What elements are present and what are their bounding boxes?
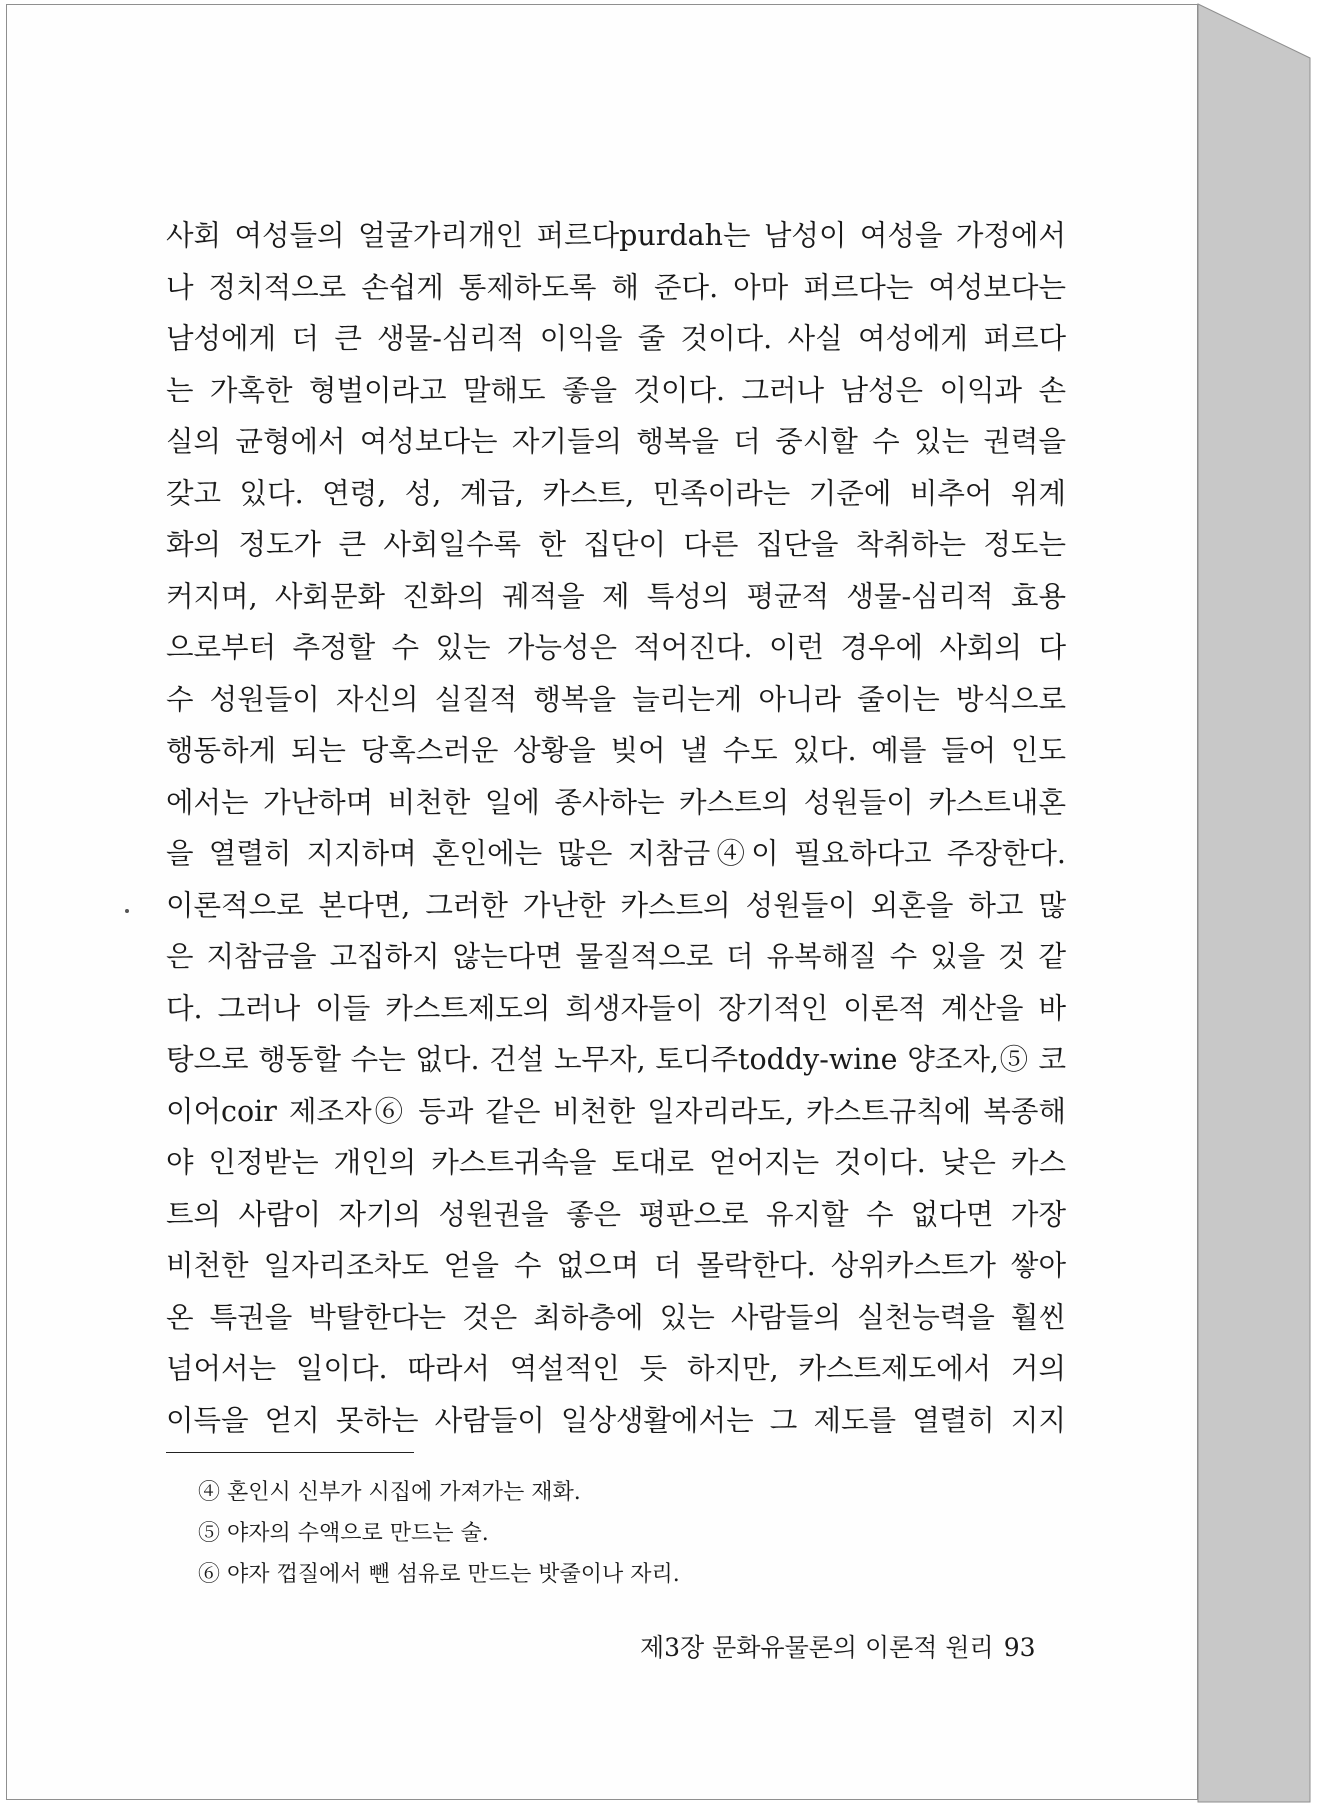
body-line: 야 인정받는 개인의 카스트귀속을 토대로 얻어지는 것이다. 낮은 카스 <box>166 1146 1066 1179</box>
body-line: 은 지참금을 고집하지 않는다면 물질적으로 더 유복해질 수 있을 것 같 <box>166 940 1066 973</box>
page-number: 93 <box>1003 1633 1036 1662</box>
body-line: 넘어서는 일이다. 따라서 역설적인 듯 하지만, 카스트제도에서 거의 <box>166 1352 1066 1385</box>
body-line: 커지며, 사회문화 진화의 궤적을 제 특성의 평균적 생물-심리적 효용 <box>166 579 1066 613</box>
body-line: 트의 사람이 자기의 성원권을 좋은 평판으로 유지할 수 없다면 가장 <box>166 1197 1066 1231</box>
body-line: 갖고 있다. 연령, 성, 계급, 카스트, 민족이라는 기준에 비추어 위계 <box>166 476 1066 510</box>
body-line: 에서는 가난하며 비천한 일에 종사하는 카스트의 성원들이 카스트내혼 <box>166 785 1066 819</box>
body-line: 다. 그러나 이들 카스트제도의 희생자들이 장기적인 이론적 계산을 바 <box>166 991 1066 1025</box>
body-line: 비천한 일자리조차도 얻을 수 없으며 더 몰락한다. 상위카스트가 쌓아 <box>166 1249 1066 1282</box>
body-line: 이어coir 제조자⑥ 등과 같은 비천한 일자리라도, 카스트규칙에 복종해 <box>166 1094 1066 1128</box>
body-line: 행동하게 되는 당혹스러운 상황을 빚어 낼 수도 있다. 예를 들어 인도 <box>166 734 1066 767</box>
body-line: 사회 여성들의 얼굴가리개인 퍼르다purdah는 남성이 여성을 가정에서 <box>166 219 1066 252</box>
scan-speck <box>125 909 129 913</box>
footnote-6: ⑥ 야자 껍질에서 뺀 섬유로 만드는 밧줄이나 자리. <box>198 1562 680 1587</box>
footnote-4: ④ 혼인시 신부가 시집에 가져가는 재화. <box>198 1480 581 1505</box>
page-footer <box>640 1628 1036 1664</box>
footnote-5: ⑤ 야자의 수액으로 만드는 술. <box>198 1521 489 1546</box>
body-line: 이론적으로 본다면, 그러한 가난한 카스트의 성원들이 외혼을 하고 많 <box>166 888 1066 922</box>
body-line: 으로부터 추정할 수 있는 가능성은 적어진다. 이런 경우에 사회의 다 <box>166 631 1066 664</box>
body-line: 을 열렬히 지지하며 혼인에는 많은 지참금④이 필요하다고 주장한다. <box>166 837 1066 870</box>
body-line: 실의 균형에서 여성보다는 자기들의 행복을 더 중시할 수 있는 권력을 <box>166 425 1066 458</box>
body-line: 수 성원들이 자신의 실질적 행복을 늘리는게 아니라 줄이는 방식으로 <box>166 682 1066 716</box>
body-line: 탕으로 행동할 수는 없다. 건설 노무자, 토디주toddy-wine 양조자,⑤ 코 <box>166 1043 1066 1076</box>
body-text <box>166 210 1066 1446</box>
body-line: 온 특권을 박탈한다는 것은 최하층에 있는 사람들의 실천능력을 훨씬 <box>166 1300 1066 1334</box>
body-line: 화의 정도가 큰 사회일수록 한 집단이 다른 집단을 착취하는 정도는 <box>166 528 1066 561</box>
body-line: 는 가혹한 형벌이라고 말해도 좋을 것이다. 그러나 남성은 이익과 손 <box>166 373 1066 407</box>
body-line: 나 정치적으로 손쉽게 통제하도록 해 준다. 아마 퍼르다는 여성보다는 <box>166 270 1066 304</box>
body-line: 이득을 얻지 못하는 사람들이 일상생활에서는 그 제도를 열렬히 지지 <box>166 1403 1066 1437</box>
footnotes <box>198 1472 680 1595</box>
body-line: 남성에게 더 큰 생물-심리적 이익을 줄 것이다. 사실 여성에게 퍼르다 <box>166 322 1066 355</box>
page-edge-right <box>1198 4 1310 1802</box>
running-head: 제3장 문화유물론의 이론적 원리 <box>640 1633 994 1662</box>
footnote-divider <box>166 1452 414 1453</box>
